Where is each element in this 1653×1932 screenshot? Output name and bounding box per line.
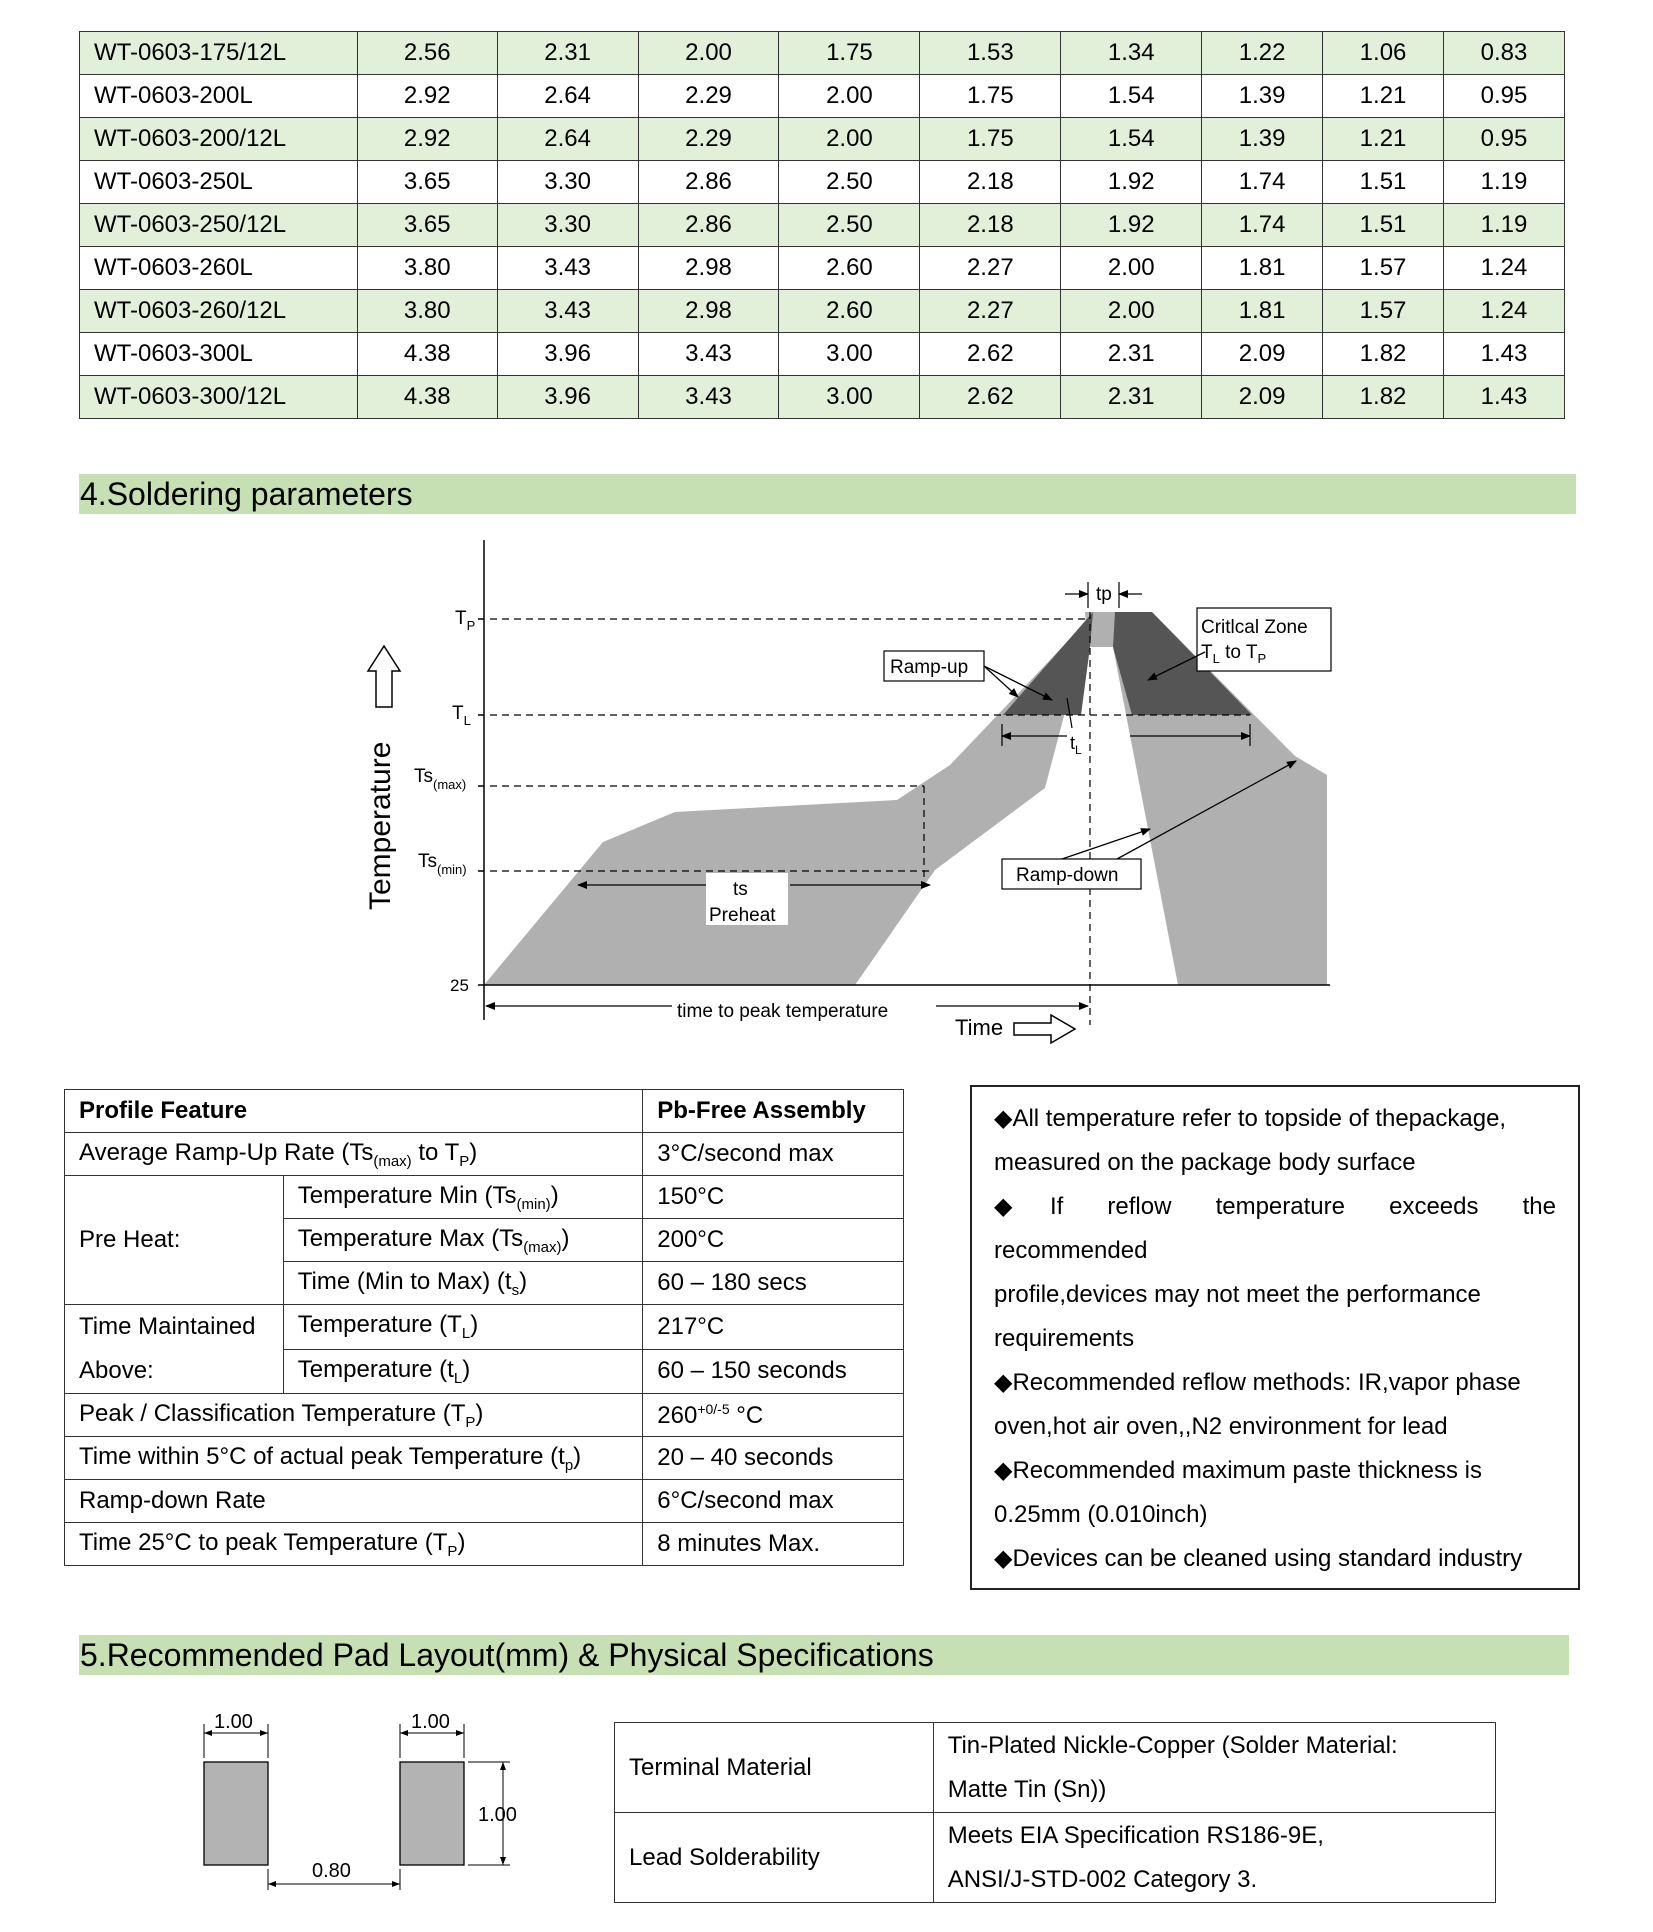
value-cell: 3.96 (497, 376, 638, 419)
value-cell: 2.60 (779, 247, 920, 290)
maintained-label: Time Maintained Above: (65, 1305, 284, 1394)
maintained-time-label: Temperature $(t_L)$ (283, 1349, 642, 1394)
value-cell: 1.06 (1323, 32, 1444, 75)
right-arrow-icon (1014, 1015, 1075, 1043)
value-cell: 2.62 (920, 333, 1061, 376)
value-cell: 1.75 (779, 32, 920, 75)
value-cell: 1.39 (1202, 118, 1323, 161)
table-row (80, 75, 1565, 118)
ramp-down-label: Ramp-down (1016, 865, 1119, 886)
table-row (80, 204, 1565, 247)
value-cell: 1.82 (1323, 376, 1444, 419)
value-cell: 1.92 (1061, 204, 1202, 247)
table-row (80, 247, 1565, 290)
value-cell: 1.54 (1061, 118, 1202, 161)
value-cell: 1.43 (1444, 376, 1565, 419)
value-cell: 0.95 (1444, 75, 1565, 118)
value-cell: 2.98 (638, 247, 779, 290)
note-5: ◆Devices can be cleaned using standard industry (994, 1545, 1523, 1572)
tsmax-label: $Ts_{(max)}$ (414, 766, 467, 792)
tl-label: $T_L$ (452, 703, 471, 728)
profile-table (64, 1089, 904, 1566)
part-number-cell: WT-0603-200L (80, 75, 358, 118)
within5-value: 20 – 40 seconds (643, 1437, 904, 1480)
specs-table (614, 1722, 1496, 1903)
part-number-cell: WT-0603-250/12L (80, 204, 358, 247)
value-cell: 2.00 (779, 118, 920, 161)
value-cell: 4.38 (357, 376, 497, 419)
value-cell: 3.00 (779, 376, 920, 419)
value-cell: 1.74 (1202, 161, 1323, 204)
value-cell: 1.51 (1323, 161, 1444, 204)
value-cell: 2.31 (497, 32, 638, 75)
value-cell: 2.00 (1061, 247, 1202, 290)
value-cell: 2.18 (920, 161, 1061, 204)
value-cell: 1.74 (1202, 204, 1323, 247)
preheat-tmin-label: Temperature Min $(Ts_{(min)})$ (283, 1176, 642, 1219)
ramp-up-label: Ramp-up (890, 657, 969, 678)
pad-layout-drawing (180, 1700, 540, 1900)
pb-free-header: Pb-Free Assembly (643, 1090, 904, 1133)
value-cell: 2.00 (1061, 290, 1202, 333)
t25-label: 25 (450, 976, 469, 995)
note-1: ◆All temperature refer to topside of thepackage, (994, 1105, 1507, 1132)
lead-solderability-label: Lead Solderability (615, 1813, 934, 1903)
value-cell: 2.50 (779, 204, 920, 247)
peak-value: $260^{+0/-5}$ °C (643, 1394, 904, 1437)
value-cell: 1.82 (1323, 333, 1444, 376)
value-cell: 2.09 (1202, 376, 1323, 419)
value-cell: 2.64 (497, 118, 638, 161)
value-cell: 1.43 (1444, 333, 1565, 376)
preheat-tmax-label: Temperature Max $(Ts_{(max)})$ (283, 1219, 642, 1262)
value-cell: 3.80 (357, 247, 497, 290)
pad-left (204, 1762, 268, 1865)
time-to-peak-label: time to peak temperature (677, 1001, 889, 1022)
value-cell: 1.53 (920, 32, 1061, 75)
part-number-cell: WT-0603-300L (80, 333, 358, 376)
preheat-time-value: 60 – 180 secs (643, 1262, 904, 1305)
note-3: ◆Recommended reflow methods: IR,vapor phase (994, 1369, 1521, 1396)
preheat-time-label: Time (Min to Max) $(t_s)$ (283, 1262, 642, 1305)
tp-label: $T_P$ (455, 608, 476, 633)
part-number-cell: WT-0603-200/12L (80, 118, 358, 161)
value-cell: 1.19 (1444, 204, 1565, 247)
terminal-material-value: Tin-Plated Nickle-Copper (Solder Material: Matte Tin (Sn)) (933, 1723, 1495, 1813)
value-cell: 3.43 (497, 290, 638, 333)
value-cell: 2.62 (920, 376, 1061, 419)
rampdown-label: Ramp-down Rate (65, 1480, 643, 1523)
critical-zone-label: Critlcal Zone (1201, 617, 1308, 638)
value-cell: 2.27 (920, 290, 1061, 333)
table-row (80, 161, 1565, 204)
up-arrow-icon (368, 646, 400, 707)
value-cell: 1.75 (920, 118, 1061, 161)
section-title-soldering: 4.Soldering parameters (79, 474, 1576, 514)
x-axis-title: Time (955, 1015, 1004, 1040)
tl-width-label: $t_L$ (1070, 733, 1082, 757)
value-cell: 2.00 (638, 32, 779, 75)
value-cell: 1.92 (1061, 161, 1202, 204)
value-cell: 1.54 (1061, 75, 1202, 118)
value-cell: 3.43 (497, 247, 638, 290)
value-cell: 2.64 (497, 75, 638, 118)
reflow-profile-chart (0, 520, 1653, 1060)
part-number-cell: WT-0603-260L (80, 247, 358, 290)
value-cell: 1.57 (1323, 247, 1444, 290)
part-number-cell: WT-0603-250L (80, 161, 358, 204)
pad-gap: 0.80 (312, 1860, 351, 1882)
value-cell: 1.39 (1202, 75, 1323, 118)
value-cell: 2.92 (357, 75, 497, 118)
value-cell: 3.80 (357, 290, 497, 333)
table-row (80, 376, 1565, 419)
value-cell: 4.38 (357, 333, 497, 376)
avg-ramp-value: 3°C/second max (643, 1133, 904, 1176)
value-cell: 3.43 (638, 333, 779, 376)
value-cell: 2.09 (1202, 333, 1323, 376)
rampdown-value: 6°C/second max (643, 1480, 904, 1523)
value-cell: 3.30 (497, 204, 638, 247)
value-cell: 1.24 (1444, 247, 1565, 290)
value-cell: 1.75 (920, 75, 1061, 118)
note-2: ◆If reflow temperature exceeds the (994, 1193, 1556, 1220)
note-4: ◆Recommended maximum paste thickness is (994, 1457, 1482, 1484)
value-cell: 2.18 (920, 204, 1061, 247)
value-cell: 3.43 (638, 376, 779, 419)
table-row (80, 32, 1565, 75)
maintained-time-value: 60 – 150 seconds (643, 1349, 904, 1394)
value-cell: 2.86 (638, 161, 779, 204)
value-cell: 1.21 (1323, 75, 1444, 118)
value-cell: 2.86 (638, 204, 779, 247)
maintained-temp-value: 217°C (643, 1305, 904, 1350)
value-cell: 1.57 (1323, 290, 1444, 333)
y-axis-title: Temperature (364, 741, 397, 910)
terminal-material-label: Terminal Material (615, 1723, 934, 1813)
notes-box: ◆All temperature refer to topside of thepackage, measured on the package body surface ◆If reflow temperature exceeds the recommended profile,devices may not meet the performance requirements ◆Recommended reflow methods: IR,vapor phase oven,hot air oven,,N2 environment for lead ◆Recommended maximum paste thickness is 0.25mm (0.010inch) ◆Devices can be cleaned using standard industry (970, 1085, 1580, 1590)
value-cell: 2.56 (357, 32, 497, 75)
preheat-tmax-value: 200°C (643, 1219, 904, 1262)
value-cell: 2.92 (357, 118, 497, 161)
profile-feature-header: Profile Feature (65, 1090, 643, 1133)
peak-label: Peak / Classification Temperature $(T_P)$ (65, 1394, 643, 1437)
table-row (80, 333, 1565, 376)
profile-envelope-left (484, 617, 1090, 985)
value-cell: 2.50 (779, 161, 920, 204)
preheat-label: Preheat (709, 905, 776, 926)
value-cell: 0.83 (1444, 32, 1565, 75)
value-cell: 3.96 (497, 333, 638, 376)
value-cell: 1.51 (1323, 204, 1444, 247)
part-number-cell: WT-0603-300/12L (80, 376, 358, 419)
preheat-tmin-value: 150°C (643, 1176, 904, 1219)
value-cell: 1.21 (1323, 118, 1444, 161)
value-cell: 1.19 (1444, 161, 1565, 204)
value-cell: 2.29 (638, 75, 779, 118)
value-cell: 2.00 (779, 75, 920, 118)
pad-right (400, 1762, 464, 1865)
value-cell: 2.98 (638, 290, 779, 333)
section-title-pad-layout: 5.Recommended Pad Layout(mm) & Physical Specifications (79, 1635, 1569, 1675)
part-number-cell: WT-0603-175/12L (80, 32, 358, 75)
value-cell: 1.24 (1444, 290, 1565, 333)
avg-ramp-label: Average Ramp-Up Rate ($Ts_{(max)}$ to $T_P$) (65, 1133, 643, 1176)
tp-width-label: tp (1096, 584, 1112, 605)
value-cell: 2.29 (638, 118, 779, 161)
value-cell: 2.27 (920, 247, 1061, 290)
pad-height: 1.00 (478, 1804, 517, 1826)
value-cell: 1.22 (1202, 32, 1323, 75)
value-cell: 3.00 (779, 333, 920, 376)
value-cell: 0.95 (1444, 118, 1565, 161)
value-cell: 1.81 (1202, 247, 1323, 290)
value-cell: 3.65 (357, 204, 497, 247)
pad-width-right: 1.00 (411, 1711, 450, 1733)
pad-width-left: 1.00 (214, 1711, 253, 1733)
value-cell: 3.65 (357, 161, 497, 204)
value-cell: 1.34 (1061, 32, 1202, 75)
critical-zone-range: $T_L$ to $T_P$ (1201, 642, 1267, 666)
part-number-cell: WT-0603-260/12L (80, 290, 358, 333)
preheat-label: Pre Heat: (65, 1176, 284, 1305)
tsmin-label: $Ts_{(min)}$ (418, 851, 467, 877)
rating-table (79, 31, 1565, 419)
lead-solderability-value: Meets EIA Specification RS186-9E, ANSI/J-STD-002 Category 3. (933, 1813, 1495, 1903)
value-cell: 2.31 (1061, 333, 1202, 376)
time25-value: 8 minutes Max. (643, 1523, 904, 1566)
maintained-temp-label: Temperature $(T_L)$ (283, 1305, 642, 1350)
ts-label: ts (733, 879, 748, 900)
within5-label: Time within 5°C of actual peak Temperature $(t_p)$ (65, 1437, 643, 1480)
time25-label: Time 25°C to peak Temperature $(T_P)$ (65, 1523, 643, 1566)
table-row (80, 118, 1565, 161)
value-cell: 3.30 (497, 161, 638, 204)
table-row (80, 290, 1565, 333)
value-cell: 2.31 (1061, 376, 1202, 419)
value-cell: 1.81 (1202, 290, 1323, 333)
value-cell: 2.60 (779, 290, 920, 333)
